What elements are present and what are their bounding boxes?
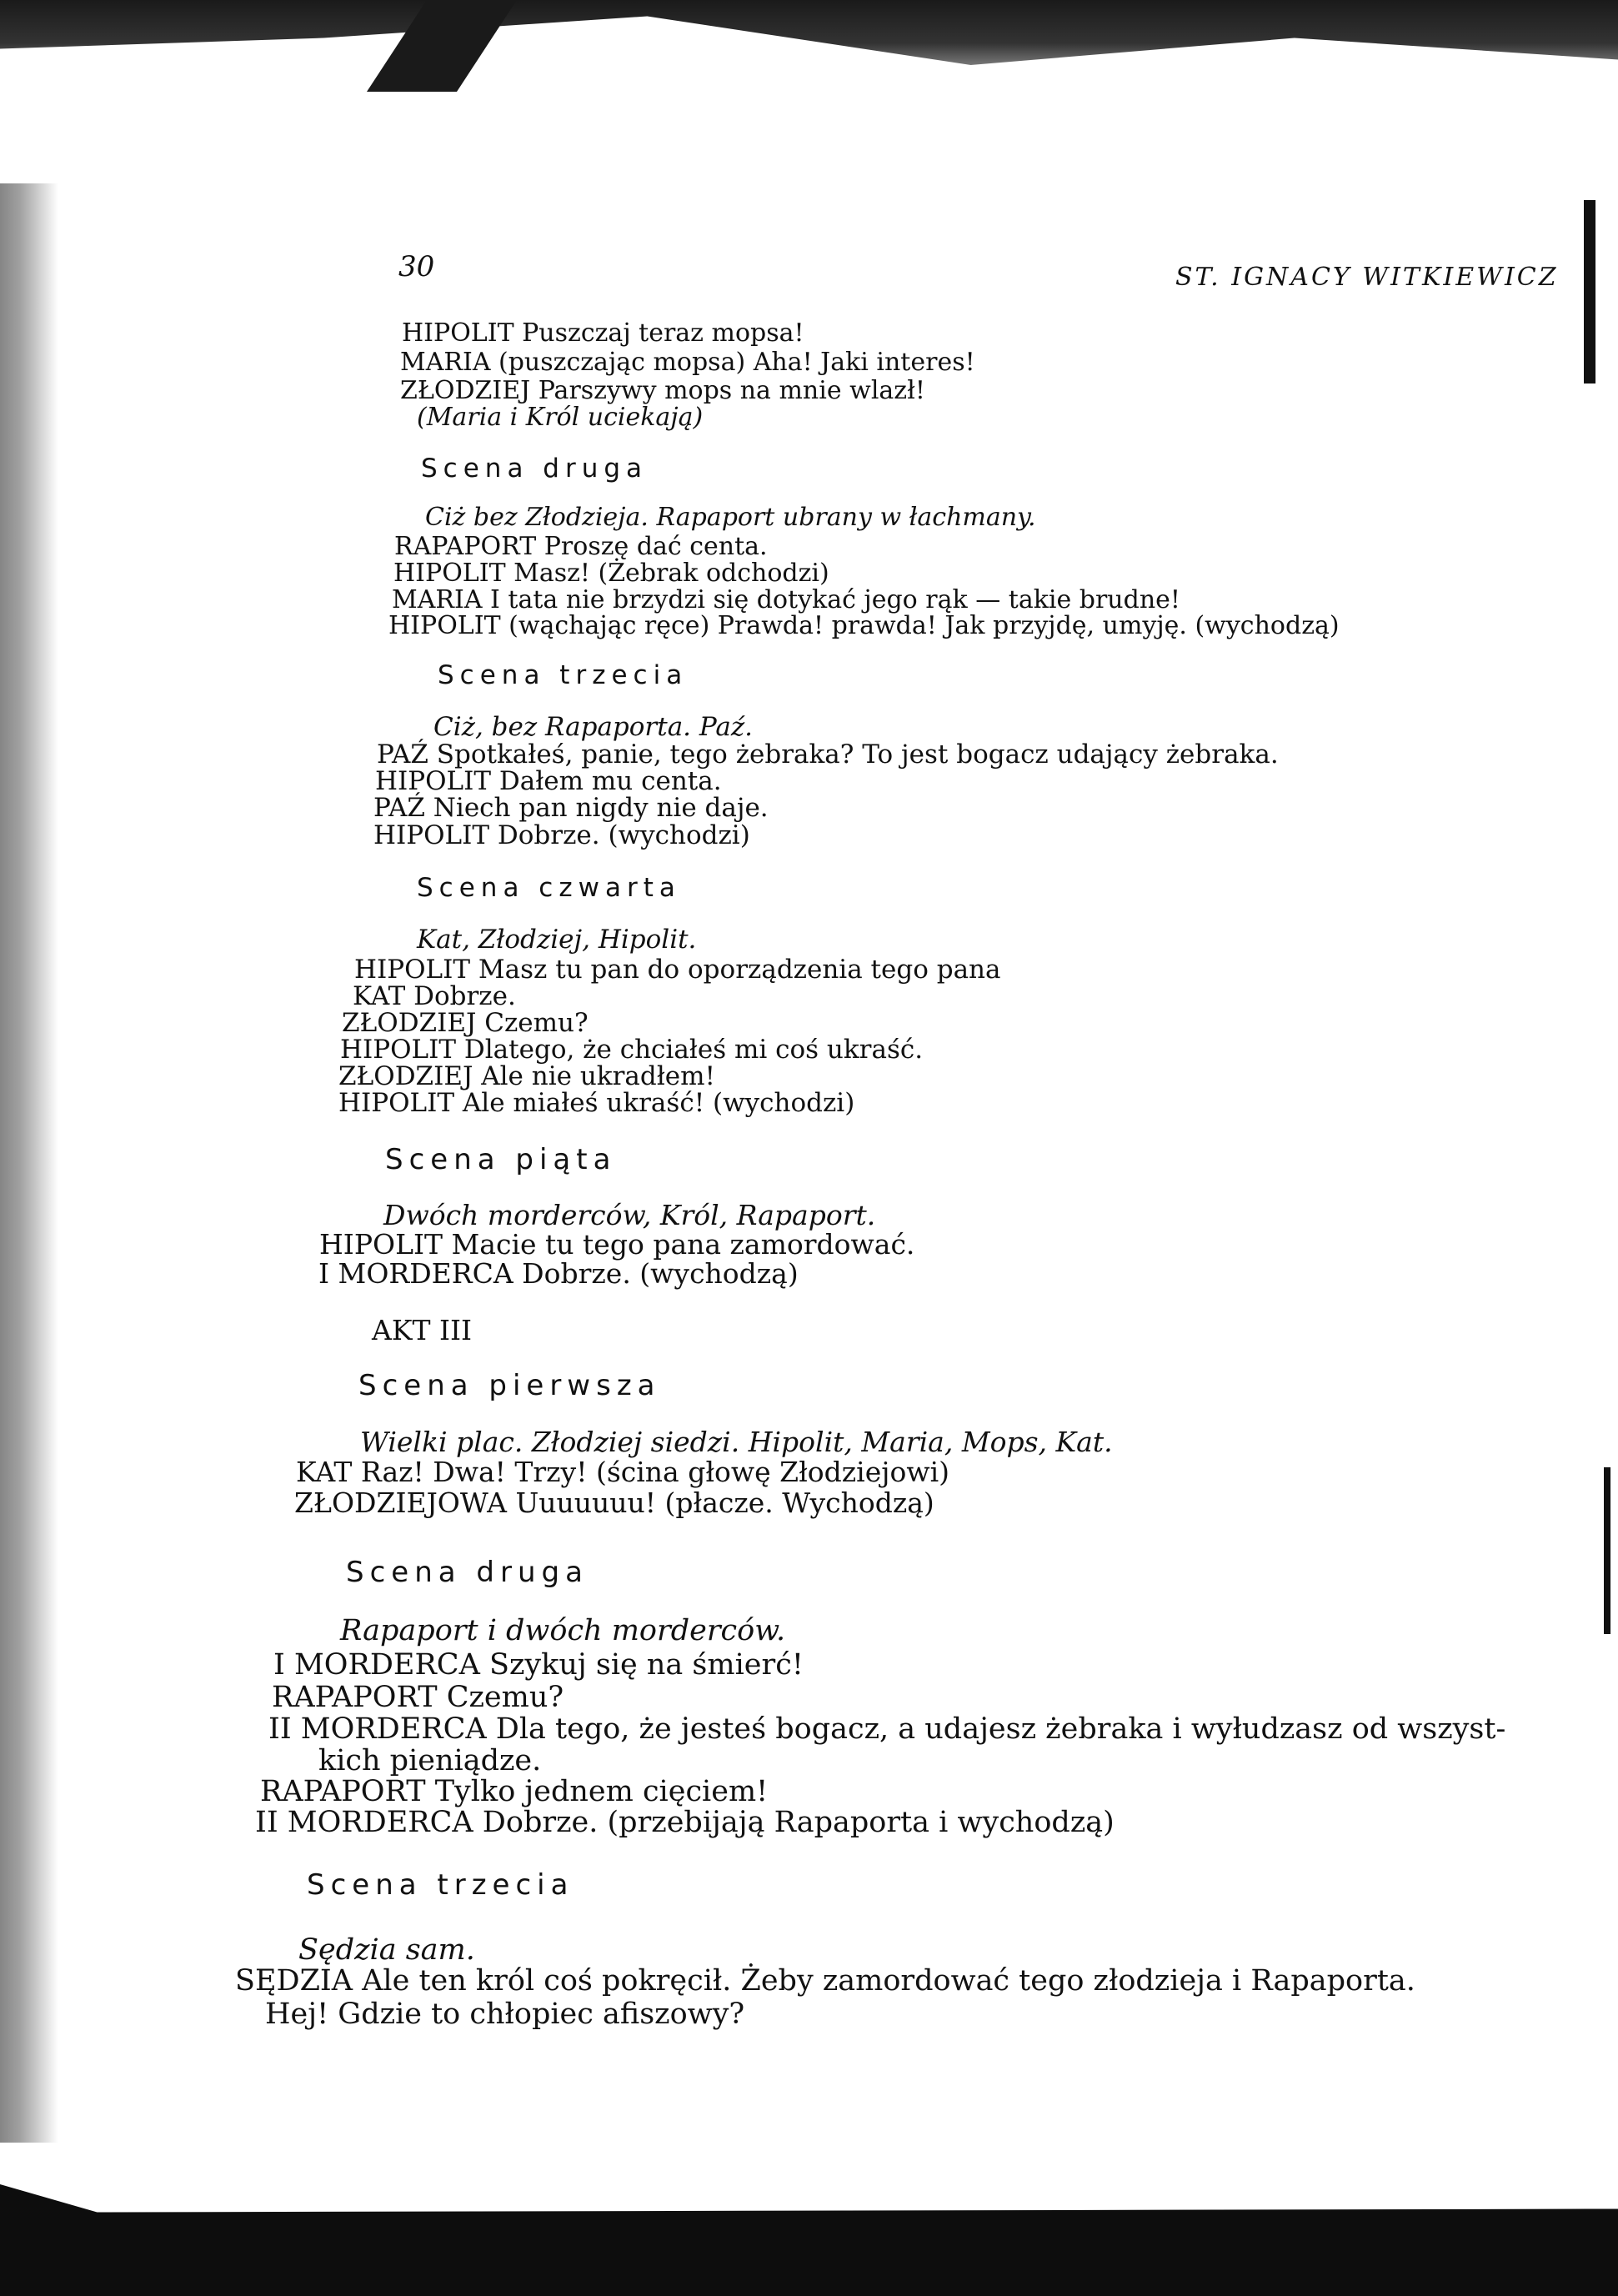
dialogue-line: RAPAPORT Tylko jednem cięciem!: [260, 1775, 769, 1808]
dialogue-line: HIPOLIT Masz! (Żebrak odchodzi): [393, 559, 829, 588]
scene-heading: Scena druga: [421, 454, 649, 484]
dialogue-line: II MORDERCA Dla tego, że jesteś bogacz, a udajesz żebraka i wyłudzasz od wszyst-: [268, 1712, 1506, 1746]
scene-heading: Scena druga: [346, 1556, 589, 1589]
stage-direction: Rapaport i dwóch morderców.: [340, 1614, 786, 1647]
dialogue-line: I MORDERCA Szykuj się na śmierć!: [273, 1648, 804, 1682]
dialogue-line: II MORDERCA Dobrze. (przebijają Rapaporta i wychodzą): [255, 1806, 1115, 1839]
dialogue-line: HIPOLIT Dobrze. (wychodzi): [373, 820, 750, 850]
dialogue-line: RAPAPORT Czemu?: [272, 1681, 564, 1714]
stage-direction: Dwóch morderców, Król, Rapaport.: [383, 1199, 876, 1231]
page-number: 30: [398, 250, 435, 283]
running-head: ST. IGNACY WITKIEWICZ: [1175, 263, 1559, 292]
dialogue-line: HIPOLIT Masz tu pan do oporządzenia tego pana: [354, 955, 1001, 985]
dialogue-line: I MORDERCA Dobrze. (wychodzą): [318, 1257, 799, 1290]
dialogue-line: KAT Raz! Dwa! Trzy! (ścina głowę Złodziejowi): [296, 1456, 950, 1488]
stage-direction: Ciż, bez Rapaporta. Paź.: [433, 712, 754, 742]
dialogue-line: ZŁODZIEJ Parszywy mops na mnie wlazł!: [400, 376, 925, 405]
dialogue-line: kich pieniądze.: [318, 1744, 542, 1777]
scene-heading: Scena trzecia: [438, 660, 689, 690]
dialogue-line: RAPAPORT Proszę dać centa.: [394, 532, 768, 561]
dialogue-line: HIPOLIT (wąchając ręce) Prawda! prawda! Jak przyjdę, umyję. (wychodzą): [388, 611, 1340, 640]
act-heading: AKT III: [372, 1314, 473, 1346]
dialogue-line: SĘDZIA Ale ten król coś pokręcił. Żeby zamordować tego złodzieja i Rapaporta.: [235, 1964, 1415, 1998]
dialogue-line: Hej! Gdzie to chłopiec afiszowy?: [265, 1998, 745, 2031]
dialogue-line: HIPOLIT Dlatego, że chciałeś mi coś ukraść.: [340, 1035, 924, 1065]
dialogue-line: PAŹ Niech pan nigdy nie daje.: [373, 793, 769, 823]
stage-direction: Ciż bez Złodzieja. Rapaport ubrany w łachmany.: [425, 503, 1036, 532]
dialogue-line: HIPOLIT Dałem mu centa.: [375, 766, 722, 796]
dialogue-line: ZŁODZIEJ Ale nie ukradłem!: [338, 1061, 715, 1091]
dialogue-line: MARIA (puszczając mopsa) Aha! Jaki interes!: [400, 348, 975, 377]
dialogue-line: MARIA I tata nie brzydzi się dotykać jego rąk — takie brudne!: [392, 585, 1180, 614]
stage-direction: Sędzia sam.: [298, 1933, 475, 1967]
dialogue-line: HIPOLIT Macie tu tego pana zamordować.: [319, 1228, 915, 1261]
scene-heading: Scena pierwsza: [358, 1369, 661, 1402]
dialogue-line: ZŁODZIEJOWA Uuuuuuu! (płacze. Wychodzą): [294, 1486, 934, 1519]
scene-heading: Scena czwarta: [417, 873, 681, 903]
dialogue-line: PAŹ Spotkałeś, panie, tego żebraka? To jest bogacz udający żebraka.: [377, 739, 1279, 770]
scene-heading: Scena piąta: [385, 1143, 617, 1176]
dialogue-line: KAT Dobrze.: [353, 981, 516, 1011]
scene-heading: Scena trzecia: [307, 1868, 574, 1902]
dialogue-line: ZŁODZIEJ Czemu?: [342, 1008, 589, 1038]
stage-direction: (Maria i Król uciekają): [417, 403, 704, 432]
dialogue-line: HIPOLIT Puszczaj teraz mopsa!: [402, 318, 804, 348]
dialogue-line: HIPOLIT Ale miałeś ukraść! (wychodzi): [338, 1088, 855, 1118]
stage-direction: Kat, Złodziej, Hipolit.: [417, 925, 697, 955]
stage-direction: Wielki plac. Złodziej siedzi. Hipolit, Maria, Mops, Kat.: [360, 1426, 1113, 1458]
